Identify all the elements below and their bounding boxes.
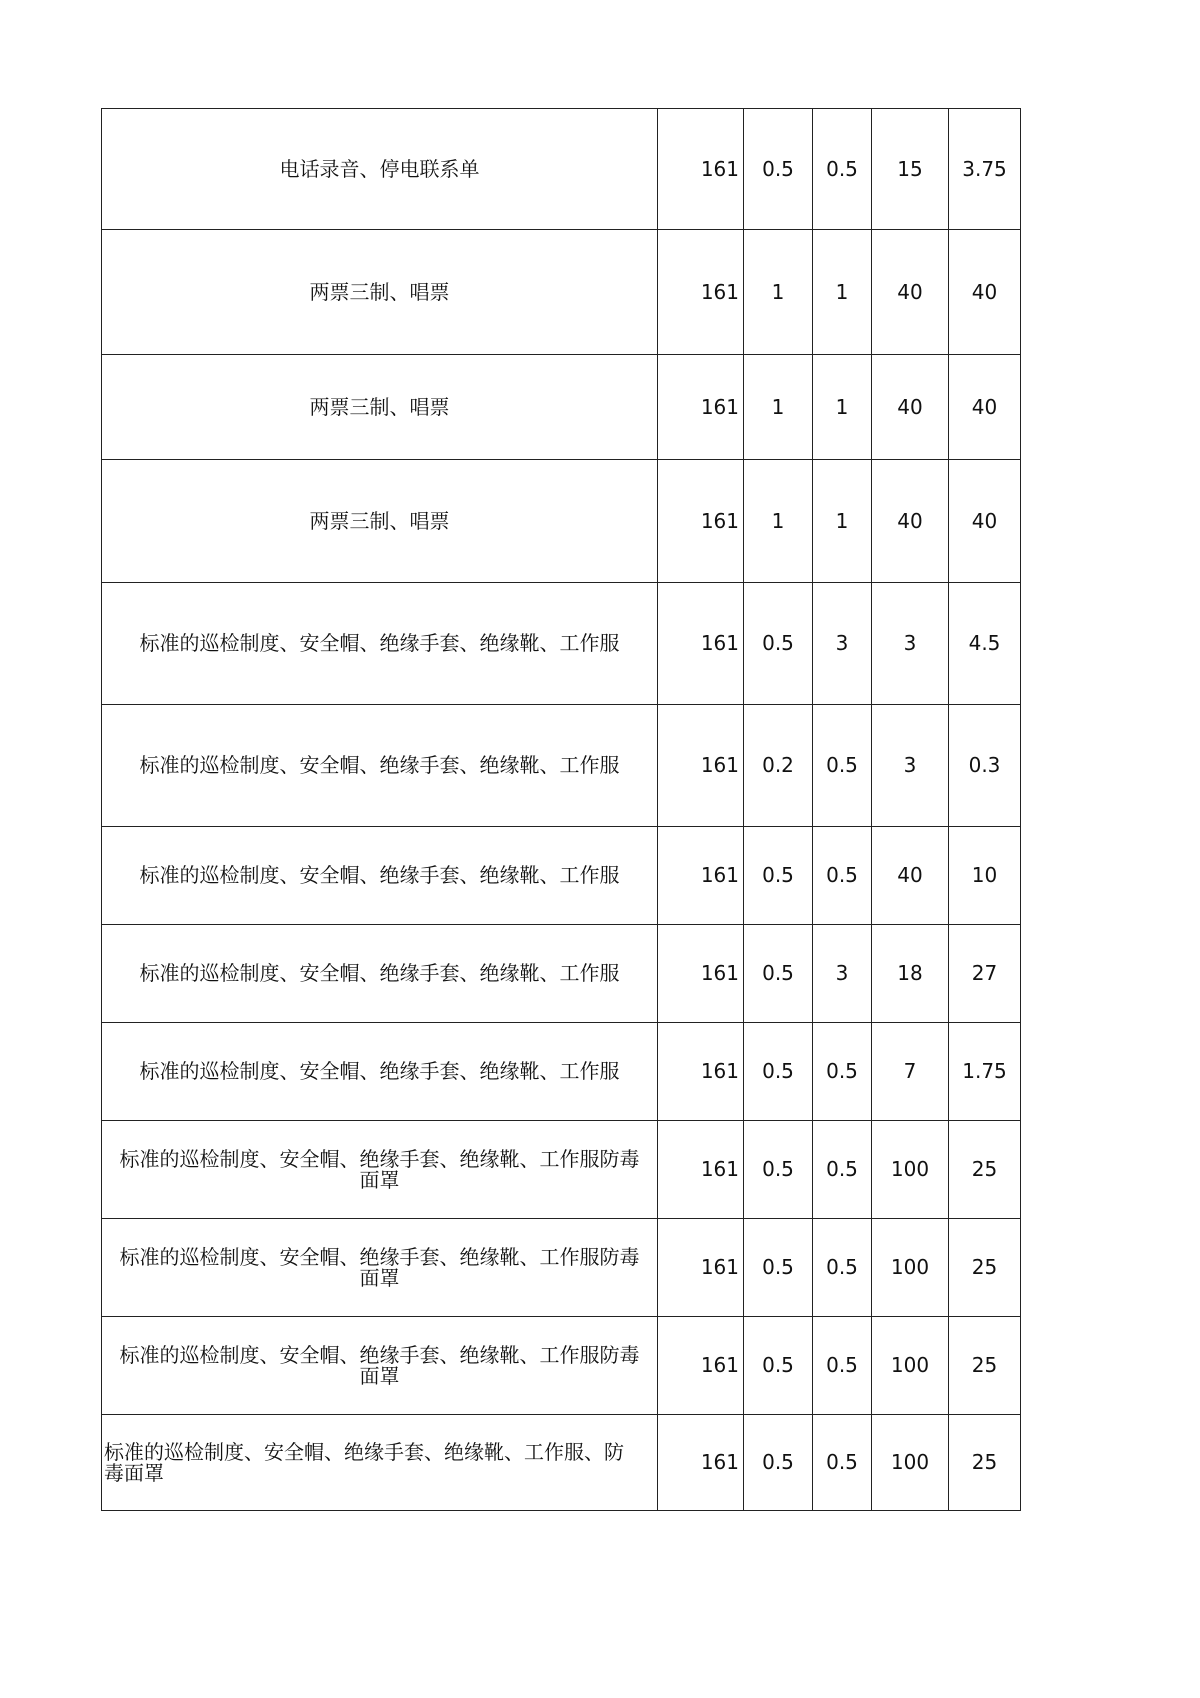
description-cell: 标准的巡检制度、安全帽、绝缘手套、绝缘靴、工作服防毒 面罩 bbox=[102, 1121, 658, 1219]
table-row bbox=[102, 925, 1021, 1023]
value-cell: 0.3 bbox=[949, 705, 1021, 827]
value-cell: 161 bbox=[658, 583, 744, 705]
value-cell: 0.5 bbox=[813, 1415, 872, 1511]
table-row bbox=[102, 109, 1021, 230]
table-row bbox=[102, 1023, 1021, 1121]
value-cell: 0.5 bbox=[744, 109, 813, 230]
value-cell: 100 bbox=[872, 1317, 949, 1415]
value-cell: 3 bbox=[872, 583, 949, 705]
value-cell: 161 bbox=[658, 460, 744, 583]
description-cell: 标准的巡检制度、安全帽、绝缘手套、绝缘靴、工作服 bbox=[102, 705, 658, 827]
value-cell: 3 bbox=[813, 925, 872, 1023]
value-cell: 0.5 bbox=[813, 705, 872, 827]
value-cell: 0.5 bbox=[813, 1317, 872, 1415]
description-cell: 两票三制、唱票 bbox=[102, 460, 658, 583]
value-cell: 15 bbox=[872, 109, 949, 230]
value-cell: 25 bbox=[949, 1415, 1021, 1511]
value-cell: 161 bbox=[658, 109, 744, 230]
value-cell: 0.5 bbox=[813, 1121, 872, 1219]
value-cell: 7 bbox=[872, 1023, 949, 1121]
value-cell: 25 bbox=[949, 1219, 1021, 1317]
value-cell: 1 bbox=[813, 355, 872, 460]
value-cell: 40 bbox=[949, 460, 1021, 583]
value-cell: 25 bbox=[949, 1317, 1021, 1415]
description-cell: 标准的巡检制度、安全帽、绝缘手套、绝缘靴、工作服防毒 面罩 bbox=[102, 1317, 658, 1415]
value-cell: 161 bbox=[658, 925, 744, 1023]
value-cell: 161 bbox=[658, 355, 744, 460]
value-cell: 1 bbox=[813, 460, 872, 583]
value-cell: 161 bbox=[658, 705, 744, 827]
value-cell: 0.5 bbox=[744, 1219, 813, 1317]
value-cell: 1 bbox=[744, 355, 813, 460]
value-cell: 0.5 bbox=[744, 1023, 813, 1121]
value-cell: 40 bbox=[872, 355, 949, 460]
value-cell: 10 bbox=[949, 827, 1021, 925]
value-cell: 161 bbox=[658, 827, 744, 925]
value-cell: 1 bbox=[744, 460, 813, 583]
description-cell: 标准的巡检制度、安全帽、绝缘手套、绝缘靴、工作服、防 毒面罩 bbox=[102, 1415, 658, 1511]
value-cell: 27 bbox=[949, 925, 1021, 1023]
table-row bbox=[102, 583, 1021, 705]
value-cell: 100 bbox=[872, 1415, 949, 1511]
table-row bbox=[102, 355, 1021, 460]
value-cell: 40 bbox=[949, 230, 1021, 355]
value-cell: 0.5 bbox=[813, 1219, 872, 1317]
value-cell: 161 bbox=[658, 1023, 744, 1121]
value-cell: 1 bbox=[744, 230, 813, 355]
value-cell: 40 bbox=[949, 355, 1021, 460]
value-cell: 40 bbox=[872, 460, 949, 583]
value-cell: 0.5 bbox=[744, 827, 813, 925]
table-row bbox=[102, 230, 1021, 355]
description-cell: 标准的巡检制度、安全帽、绝缘手套、绝缘靴、工作服 bbox=[102, 583, 658, 705]
value-cell: 25 bbox=[949, 1121, 1021, 1219]
value-cell: 0.5 bbox=[813, 827, 872, 925]
table-row bbox=[102, 705, 1021, 827]
value-cell: 161 bbox=[658, 1415, 744, 1511]
value-cell: 0.2 bbox=[744, 705, 813, 827]
value-cell: 161 bbox=[658, 1121, 744, 1219]
table-row bbox=[102, 460, 1021, 583]
value-cell: 100 bbox=[872, 1219, 949, 1317]
value-cell: 1.75 bbox=[949, 1023, 1021, 1121]
value-cell: 0.5 bbox=[744, 925, 813, 1023]
value-cell: 161 bbox=[658, 1219, 744, 1317]
table-row bbox=[102, 1415, 1021, 1511]
description-cell: 电话录音、停电联系单 bbox=[102, 109, 658, 230]
description-cell: 两票三制、唱票 bbox=[102, 230, 658, 355]
table-row bbox=[102, 1219, 1021, 1317]
value-cell: 161 bbox=[658, 230, 744, 355]
value-cell: 4.5 bbox=[949, 583, 1021, 705]
data-table bbox=[101, 108, 1021, 1511]
value-cell: 100 bbox=[872, 1121, 949, 1219]
description-cell: 两票三制、唱票 bbox=[102, 355, 658, 460]
value-cell: 0.5 bbox=[813, 109, 872, 230]
table-row bbox=[102, 827, 1021, 925]
value-cell: 18 bbox=[872, 925, 949, 1023]
value-cell: 0.5 bbox=[813, 1023, 872, 1121]
value-cell: 0.5 bbox=[744, 1121, 813, 1219]
value-cell: 3 bbox=[813, 583, 872, 705]
description-cell: 标准的巡检制度、安全帽、绝缘手套、绝缘靴、工作服 bbox=[102, 1023, 658, 1121]
value-cell: 0.5 bbox=[744, 1415, 813, 1511]
value-cell: 1 bbox=[813, 230, 872, 355]
value-cell: 40 bbox=[872, 230, 949, 355]
value-cell: 40 bbox=[872, 827, 949, 925]
value-cell: 3.75 bbox=[949, 109, 1021, 230]
value-cell: 0.5 bbox=[744, 1317, 813, 1415]
description-cell: 标准的巡检制度、安全帽、绝缘手套、绝缘靴、工作服防毒 面罩 bbox=[102, 1219, 658, 1317]
table-row bbox=[102, 1121, 1021, 1219]
table-row bbox=[102, 1317, 1021, 1415]
value-cell: 3 bbox=[872, 705, 949, 827]
value-cell: 161 bbox=[658, 1317, 744, 1415]
description-cell: 标准的巡检制度、安全帽、绝缘手套、绝缘靴、工作服 bbox=[102, 925, 658, 1023]
description-cell: 标准的巡检制度、安全帽、绝缘手套、绝缘靴、工作服 bbox=[102, 827, 658, 925]
value-cell: 0.5 bbox=[744, 583, 813, 705]
